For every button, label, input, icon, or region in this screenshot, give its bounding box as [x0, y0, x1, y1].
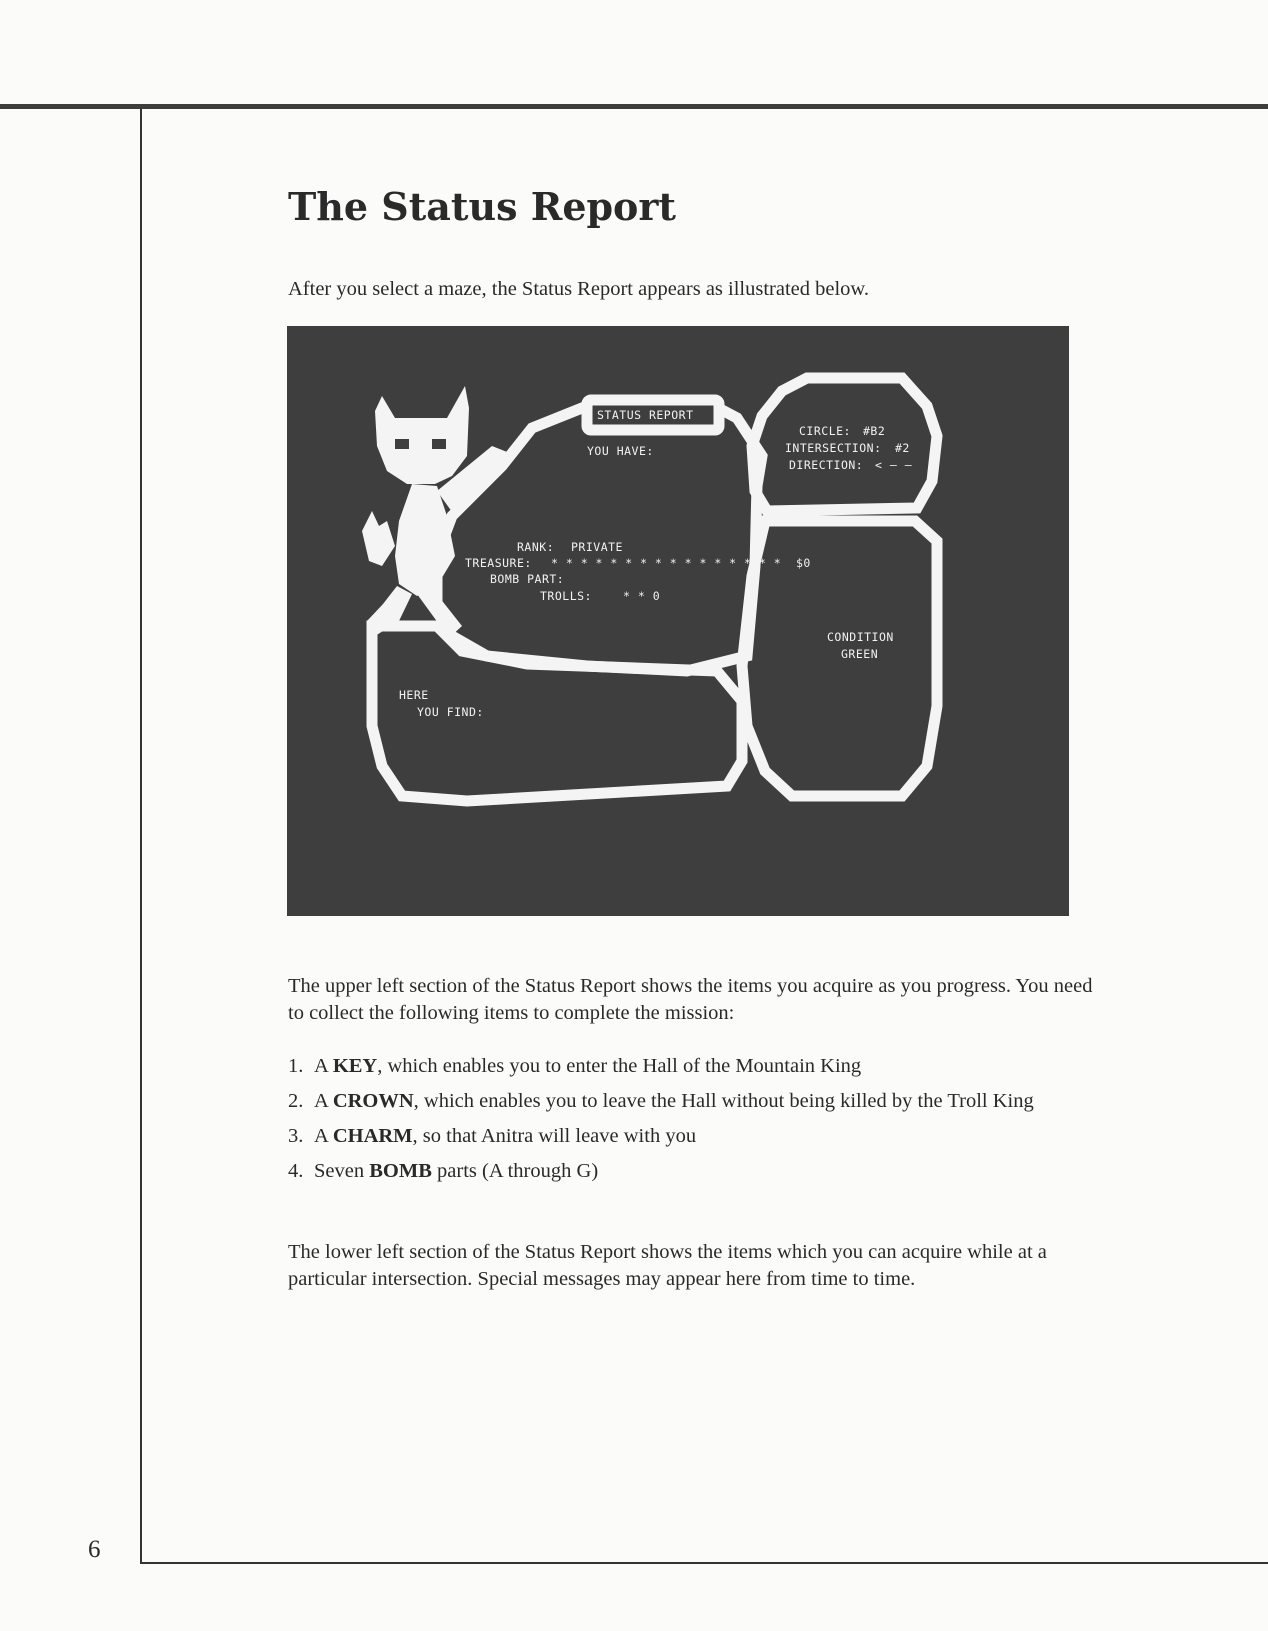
item-keyword: CHARM — [332, 1125, 413, 1147]
trolls-label: TROLLS: — [540, 589, 592, 603]
intro-paragraph: After you select a maze, the Status Report appears as illustrated below. — [288, 278, 870, 300]
treasure-label: TREASURE: — [465, 556, 532, 570]
troll-eye-right — [432, 439, 446, 449]
you-find-label: YOU FIND: — [417, 705, 484, 719]
status-report-screenshot — [287, 326, 1069, 916]
upper-section-paragraph: The upper left section of the Status Report shows the items you acquire as you progress. You need to collect the following items to complete the mission: — [288, 975, 1093, 1024]
circle-label: CIRCLE: — [799, 424, 851, 438]
list-item: 3. A CHARM, so that Anitra will leave with you — [288, 1125, 697, 1147]
left-margin-rule — [140, 108, 142, 1564]
condition-value: GREEN — [841, 647, 879, 661]
list-item: 4. Seven BOMB parts (A through G) — [288, 1160, 599, 1182]
rank-value: PRIVATE — [571, 540, 623, 554]
trolls-value: * * 0 — [623, 589, 661, 603]
here-label: HERE — [399, 688, 429, 702]
lower-section-paragraph: The lower left section of the Status Report shows the items which you can acquire while at a particular intersection. Special messages may appear here from time to time. — [288, 1241, 1047, 1290]
rank-label: RANK: — [517, 540, 555, 554]
you-have-label: YOU HAVE: — [587, 444, 654, 458]
intersection-label: INTERSECTION: — [785, 441, 882, 455]
mission-items-list — [288, 1053, 1108, 1193]
item-keyword: KEY — [332, 1055, 378, 1077]
list-item: 1. A KEY, which enables you to enter the Hall of the Mountain King — [288, 1055, 862, 1077]
you-have-frame — [437, 402, 762, 671]
page-title: The Status Report — [288, 184, 676, 229]
page-number: 6 — [88, 1536, 101, 1563]
bottom-rule — [140, 1562, 1268, 1564]
condition-label: CONDITION — [827, 630, 894, 644]
top-rule — [0, 104, 1268, 109]
item-keyword: CROWN — [332, 1090, 414, 1112]
troll-figure — [362, 386, 512, 638]
troll-hand — [362, 511, 395, 566]
item-keyword: BOMB — [369, 1160, 432, 1182]
direction-label: DIRECTION: — [789, 458, 864, 472]
troll-eye-left — [395, 439, 409, 449]
bomb-part-label: BOMB PART: — [490, 572, 565, 586]
troll-head — [375, 386, 469, 484]
list-item: 2. A CROWN, which enables you to leave the Hall without being killed by the Troll King — [288, 1090, 1034, 1112]
treasure-value: * * * * * * * * * * * * * * * * $0 — [551, 556, 811, 570]
status-report-title: STATUS REPORT — [597, 408, 694, 422]
direction-value: < — — — [875, 458, 913, 472]
intersection-value: #2 — [895, 441, 910, 455]
circle-value: #B2 — [863, 424, 886, 438]
